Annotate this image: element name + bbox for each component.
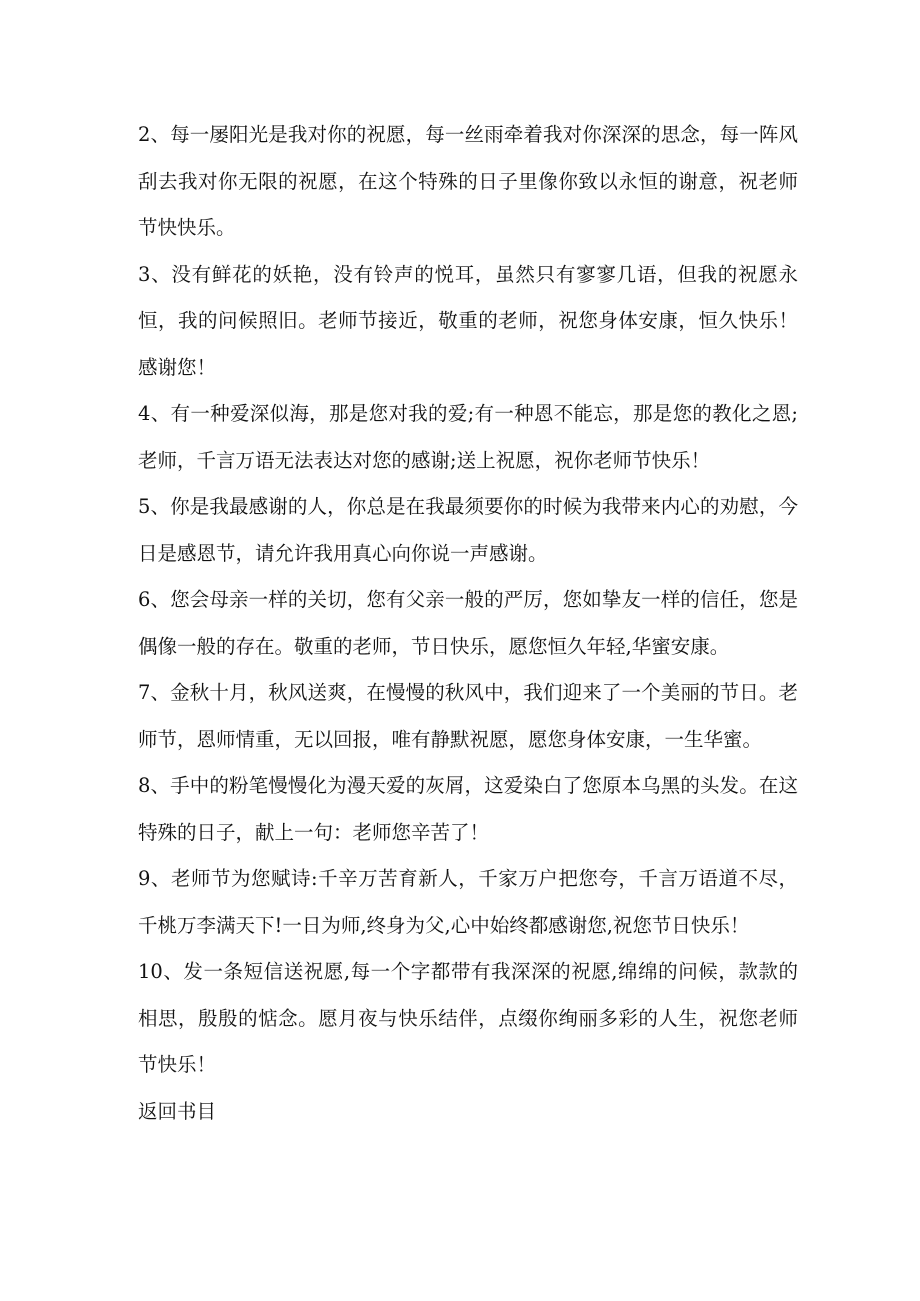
document-body	[138, 112, 798, 1135]
paragraph-7: 7、金秋十月，秋风送爽，在慢慢的秋风中，我们迎来了一个美丽的节日。老师节，恩师情重，无以回报，唯有静默祝愿，愿您身体安康，一生华蜜。	[138, 681, 798, 751]
paragraph-10: 10、发一条短信送祝愿,每一个字都带有我深深的祝愿,绵绵的问候，款款的相思，殷殷的惦念。愿月夜与快乐结伴，点缀你绚丽多彩的人生，祝您老师节快乐！	[138, 960, 798, 1076]
paragraph-5: 5、你是我最感谢的人，你总是在我最须要你的时候为我带来内心的劝慰，今日是感恩节，请允许我用真心向你说一声感谢。	[138, 495, 798, 565]
paragraph-9: 9、老师节为您赋诗:千辛万苦育新人，千家万户把您夸，千言万语道不尽，千桃万李满天下!一日为师,终身为父,心中始终都感谢您,祝您节日快乐！	[138, 867, 798, 937]
paragraph-3: 3、没有鲜花的妖艳，没有铃声的悦耳，虽然只有寥寥几语，但我的祝愿永恒，我的问候照旧。老师节接近，敬重的老师，祝您身体安康，恒久快乐！感谢您！	[138, 262, 798, 379]
back-to-catalog-link[interactable]: 返回书目	[138, 1099, 217, 1123]
paragraph-8: 8、手中的粉笔慢慢化为漫天爱的灰屑，这爱染白了您原本乌黑的头发。在这特殊的日子，献上一句：老师您辛苦了！	[138, 774, 798, 844]
paragraph-6: 6、您会母亲一样的关切，您有父亲一般的严厉，您如挚友一样的信任，您是偶像一般的存在。敬重的老师，节日快乐，愿您恒久年轻,华蜜安康。	[138, 588, 798, 658]
paragraph-2: 2、每一屡阳光是我对你的祝愿，每一丝雨牵着我对你深深的思念，每一阵风刮去我对你无限的祝愿，在这个特殊的日子里像你致以永恒的谢意，祝老师节快快乐。	[138, 123, 798, 239]
paragraph-4: 4、有一种爱深似海，那是您对我的爱;有一种恩不能忘，那是您的教化之恩;老师，千言万语无法表达对您的感谢;送上祝愿，祝你老师节快乐！	[138, 402, 798, 472]
